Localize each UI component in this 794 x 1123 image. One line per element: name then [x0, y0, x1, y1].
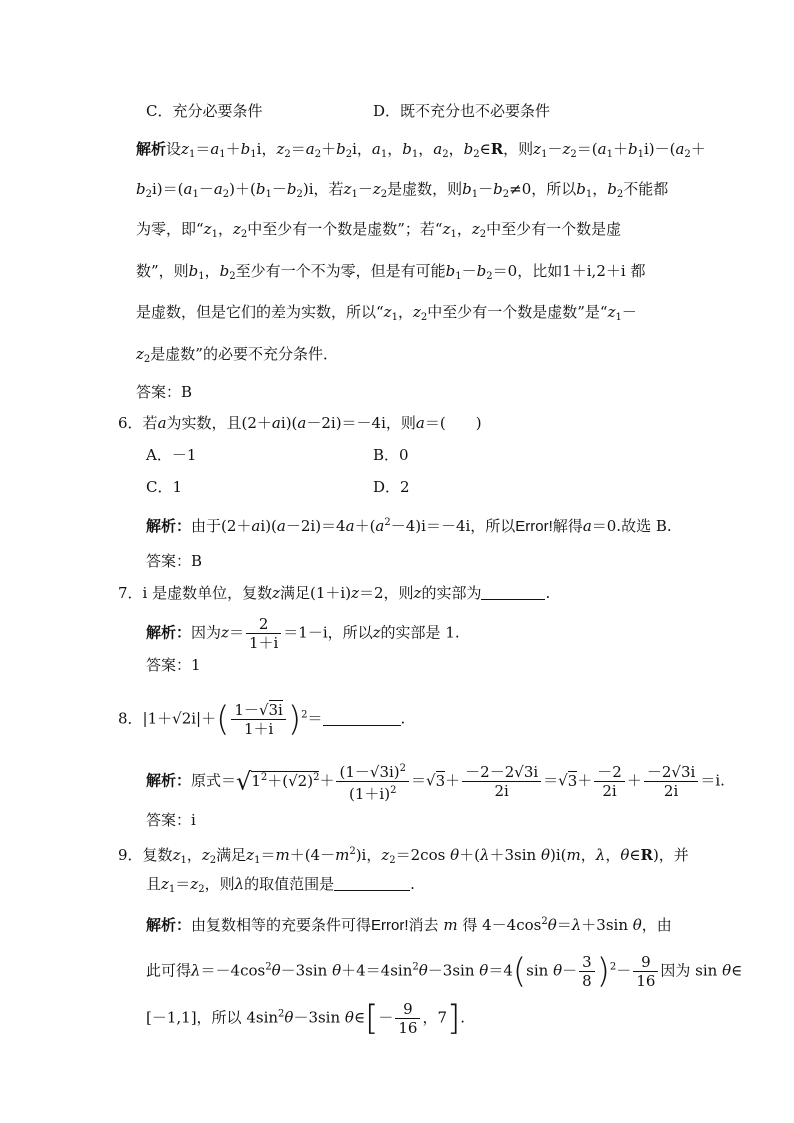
q6-answer: 答案：B	[146, 552, 203, 570]
q8-stem: 8．|1＋√2i|＋( $\frac{1-√3i}{1+i}$ )$^2$＝ .	[118, 699, 406, 740]
q9-solution-line-1: 解析：由复数相等的充要条件可得Error!消去 m 得 $4-4\cos^2\theta=\lambda+3\sin$ θ，由	[146, 916, 672, 934]
q5-answer: 答案：B	[136, 383, 193, 401]
q6-option-a: A．－1	[146, 446, 197, 464]
q6-option-d: D．2	[373, 478, 410, 496]
q5-solution-line-2: $b_2i)=(a_1-a_2)+(b_1-b_2)i$，若$z_1-z_2$是虚数，则$b_1-b_2\ne 0$，所以$b_1$，$b_2$不能都	[136, 180, 669, 200]
q8-sol-fraction-1: $\frac{(1-√3i)^2}{(1+i)^2}$	[336, 760, 409, 803]
q7-answer-blank[interactable]	[481, 585, 545, 600]
q7-solution: 解析：因为z＝ $\frac{2}{1+i}$ ＝1－i，所以z的实部是 1.	[146, 615, 460, 652]
q9-solution-line-3: [－1,1]，所以 $4\sin^2\theta-3\sin$ θ∈[－ $\frac{9}{16}$ ，7].	[146, 998, 466, 1039]
q9-stem-line-2: 且$z_1=z_2$，则λ的取值范围是 .	[146, 875, 415, 895]
q5-solution-line-5: 是虚数，但是它们的差为实数，所以“$z_1$，$z_2$中至少有一个数是虚数”是“$z_1-$	[136, 303, 637, 323]
q5-option-d: D．既不充分也不必要条件	[373, 102, 551, 120]
q6-solution: 解析：由于$(2+ai)(a-2i)=4a+(a^2-4)i=-4i$，所以Error!解得a＝0.故选 B.	[146, 517, 672, 535]
q9-answer-blank[interactable]	[334, 876, 410, 891]
q8-fraction: $\frac{1-√3i}{1+i}$	[231, 701, 285, 738]
q5-option-c: C．充分必要条件	[146, 102, 263, 120]
q9-fraction-9-16: $\frac{9}{16}$	[633, 953, 658, 990]
q9-fraction-9-16-range: $\frac{9}{16}$	[395, 1000, 420, 1037]
q7-fraction: $\frac{2}{1+i}$	[246, 615, 281, 652]
q5-solution-line-3: 为零，即“$z_1$，$z_2$中至少有一个数是虚数”；若“$z_1$，$z_2$中至少有一个数是虚	[136, 220, 622, 240]
q9-solution-line-2: 此可得$\lambda=-4\cos^2\theta-3\sin$ $\theta+4=4\sin^2\theta-3\sin$ θ＝4(sin θ－ $\frac{3}{8}$ )$^2$－ $\frac{9}{16}$ 因为 sin θ∈	[146, 951, 743, 992]
q6-option-c: C．1	[146, 478, 183, 496]
q7-answer: 答案：1	[146, 656, 201, 674]
q7-stem: 7．i 是虚数单位，复数z满足(1＋i)z＝2，则z的实部为 .	[118, 584, 551, 602]
q8-sol-fraction-2: $\frac{-2-2√3i}{2i}$	[462, 763, 541, 800]
q6-option-b: B．0	[373, 446, 409, 464]
q8-sol-fraction-4: $\frac{-2√3i}{2i}$	[644, 763, 698, 800]
q9-fraction-3-8: $\frac{3}{8}$	[579, 953, 595, 990]
q5-solution-line-6: $z_2$是虚数”的必要不充分条件．	[136, 345, 338, 365]
q9-stem-line-1: 9．复数$z_1$，$z_2$满足$z_1=m+(4-m^2)i$，$z_2=2\cos$ θ＋(λ＋3sin θ)i(m，λ，θ∈R)，并	[118, 846, 689, 866]
q5-solution-line-1: 解析设$z_1=a_1+b_1i$，$z_2=a_2+b_2i$，$a_1$，$b_1$，$a_2$，$b_2\in R$，则$z_1-z_2=(a_1+b_1i)-(a_2+$	[136, 140, 706, 160]
q8-answer: 答案：i	[146, 811, 196, 829]
q5-solution-line-4: 数”，则$b_1$，$b_2$至少有一个不为零，但是有可能$b_1-b_2=0$，比如1＋i,2＋i 都	[136, 262, 646, 282]
q6-stem: 6．若a为实数，且(2＋ai)(a－2i)＝－4i，则a＝( )	[118, 414, 482, 432]
q8-answer-blank[interactable]	[323, 711, 401, 726]
q8-sol-fraction-3: $\frac{-2}{2i}$	[594, 763, 625, 800]
q8-solution: 解析：原式$=√1^2+(√2)^2+$ $\frac{(1-√3i)^2}{(1+i)^2}$ ＝√3＋ $\frac{-2-2√3i}{2i}$ ＝√3＋ $\frac{-2}{2i}$ ＋ $\frac{-2√3i}{2i}$ ＝i.	[146, 760, 725, 803]
